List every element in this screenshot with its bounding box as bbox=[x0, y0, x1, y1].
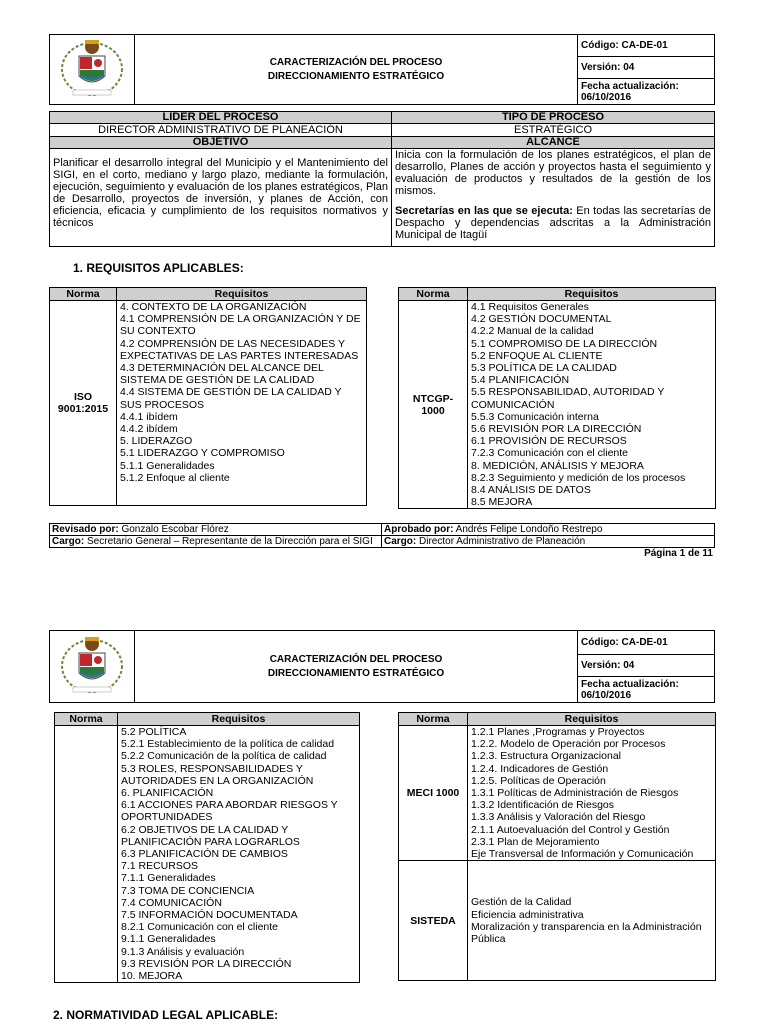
municipality-logo-icon bbox=[59, 632, 125, 698]
secretarias-label: Secretarías en las que se ejecuta: bbox=[395, 205, 573, 217]
page2-header bbox=[49, 630, 715, 703]
list-item: 6. PLANIFICACIÓN bbox=[121, 787, 214, 800]
cargo-label: Cargo: bbox=[52, 536, 85, 547]
cargo-revisor bbox=[50, 536, 382, 548]
list-item: 8.4 ANÁLISIS DE DATOS bbox=[471, 484, 591, 497]
secretarias-text bbox=[395, 205, 711, 241]
lider-value: DIRECTOR ADMINISTRATIVO DE PLANEACIÓN bbox=[50, 124, 392, 137]
signatures-table bbox=[49, 523, 715, 548]
list-item: 7.2.3 Comunicación con el cliente bbox=[471, 447, 629, 460]
list-item: 1.2.2. Modelo de Operación por Procesos bbox=[471, 738, 666, 751]
list-item: 1.3.2 Identificación de Riesgos bbox=[471, 799, 615, 812]
list-item: 4.4.1 ibídem bbox=[120, 410, 178, 423]
iso-col-norma: Norma bbox=[50, 288, 117, 301]
list-item: Gestión de la Calidad bbox=[471, 896, 572, 909]
revisado-por bbox=[50, 524, 382, 536]
meci-norma-name: MECI 1000 bbox=[399, 726, 468, 861]
meci-sisteda-table bbox=[398, 712, 716, 981]
fecha-value: 06/10/2016 bbox=[581, 91, 632, 103]
list-item: 5.3 ROLES, RESPONSABILIDADES Y AUTORIDADES EN LA ORGANIZACIÓN bbox=[121, 762, 314, 787]
list-item: 7.1.1 Generalidades bbox=[121, 872, 216, 885]
objetivo-label: OBJETIVO bbox=[50, 137, 392, 149]
tipo-value: ESTRATÉGICO bbox=[392, 124, 715, 137]
revisado-value: Gonzalo Escobar Flórez bbox=[118, 524, 229, 535]
sisteda-requirements-list bbox=[468, 861, 716, 981]
list-item: 8.2.1 Comunicación con el cliente bbox=[121, 921, 279, 934]
list-item: 5.2.2 Comunicación de la política de calidad bbox=[121, 750, 327, 763]
iso2-norma-empty bbox=[55, 726, 118, 983]
list-item: 5.2 POLÍTICA bbox=[121, 726, 187, 738]
list-item: 5. LIDERAZGO bbox=[120, 435, 193, 448]
list-item: 7.1 RECURSOS bbox=[121, 860, 199, 873]
list-item: 7.5 INFORMACIÓN DOCUMENTADA bbox=[121, 909, 298, 922]
logo-cell bbox=[50, 35, 135, 105]
list-item: 4. CONTEXTO DE LA ORGANIZACIÓN bbox=[120, 301, 307, 313]
aprobado-label: Aprobado por: bbox=[384, 524, 454, 535]
aprobado-value: Andrés Felipe Londoño Restrepo bbox=[453, 524, 603, 535]
fecha-actualizacion bbox=[578, 677, 715, 703]
list-item: 4.2 COMPRENSIÓN DE LAS NECESIDADES Y EXPECTATIVAS DE LAS PARTES INTERESADAS bbox=[120, 337, 359, 362]
iso-requirements-table-continued bbox=[54, 712, 360, 983]
list-item: 8.2.3 Seguimiento y medición de los procesos bbox=[471, 471, 686, 484]
secretarias-value: En todas las secretarías de Despacho y dependencias adscritas a la Administración Municipal de Itagüí bbox=[395, 205, 711, 241]
list-item: 7.4 COMUNICACIÓN bbox=[121, 896, 222, 909]
list-item: 1.3.3 Análisis y Valoración del Riesgo bbox=[471, 811, 646, 824]
list-item: 6.1 PROVISIÓN DE RECURSOS bbox=[471, 435, 627, 448]
list-item: 5.6 REVISIÓN POR LA DIRECCIÓN bbox=[471, 423, 642, 436]
list-item: Eje Transversal de Información y Comunicación bbox=[471, 848, 694, 861]
objetivo-text: Planificar el desarrollo integral del Municipio y el Mantenimiento del SIGI, en el corto, mediano y largo plazo, mediante la formulación, ejecución, seguimiento y evaluación de los planes estratégicos, Plan de Desarrollo, proyectos de inversión, y planes de Acción, con eficiencia, eficacia y cumplimiento de los requisitos normativos y técnicos bbox=[50, 149, 392, 247]
list-item: 1.2.3. Estructura Organizacional bbox=[471, 750, 621, 763]
list-item: 5.5.3 Comunicación interna bbox=[471, 410, 599, 423]
title-line-1: CARACTERIZACIÓN DEL PROCESO bbox=[269, 653, 443, 665]
list-item: 7.3 TOMA DE CONCIENCIA bbox=[121, 884, 255, 897]
list-item: 4.3 DETERMINACIÓN DEL ALCANCE DEL SISTEMA DE GESTIÓN DE LA CALIDAD bbox=[120, 362, 324, 387]
list-item: 5.2.1 Establecimiento de la política de calidad bbox=[121, 738, 335, 751]
meci-col-requisitos: Requisitos bbox=[468, 713, 716, 726]
list-item: 10. MEJORA bbox=[121, 970, 183, 983]
page-number: Página 1 de 11 bbox=[644, 548, 713, 559]
version: Versión: 04 bbox=[578, 57, 715, 79]
title-line-1: CARACTERIZACIÓN DEL PROCESO bbox=[269, 56, 443, 68]
alcance-label: ALCANCE bbox=[392, 137, 715, 149]
ntcgp-norma-name: NTCGP-1000 bbox=[399, 301, 468, 509]
list-item: 5.5 RESPONSABILIDAD, AUTORIDAD Y COMUNICACIÓN bbox=[471, 386, 665, 411]
iso2-requirements-list bbox=[118, 726, 360, 983]
fecha-label: Fecha actualización: bbox=[581, 678, 679, 690]
list-item: 4.2 GESTIÓN DOCUMENTAL bbox=[471, 313, 612, 326]
meci-col-norma: Norma bbox=[399, 713, 468, 726]
cargo-aprobador-value: Director Administrativo de Planeación bbox=[416, 536, 586, 547]
list-item: 8. MEDICIÓN, ANÁLISIS Y MEJORA bbox=[471, 459, 644, 472]
list-item: 5.1.1 Generalidades bbox=[120, 459, 215, 472]
document-title bbox=[135, 631, 578, 703]
iso2-col-requisitos: Requisitos bbox=[118, 713, 360, 726]
list-item: 1.2.1 Planes ,Programas y Proyectos bbox=[471, 726, 645, 738]
ntcgp-requirements-table bbox=[398, 287, 716, 509]
process-info-table bbox=[49, 111, 715, 247]
title-line-2: DIRECCIONAMIENTO ESTRATÉGICO bbox=[267, 667, 445, 679]
list-item: 4.1 COMPRENSIÓN DE LA ORGANIZACIÓN Y DE SU CONTEXTO bbox=[120, 313, 361, 338]
list-item: 6.1 ACCIONES PARA ABORDAR RIESGOS Y OPORTUNIDADES bbox=[121, 799, 338, 824]
sisteda-norma-name: SISTEDA bbox=[399, 861, 468, 981]
codigo: Código: CA-DE-01 bbox=[578, 631, 715, 655]
tipo-label: TIPO DE PROCESO bbox=[392, 112, 715, 124]
list-item: 4.1 Requisitos Generales bbox=[471, 301, 589, 313]
iso2-col-norma: Norma bbox=[55, 713, 118, 726]
fecha-actualizacion bbox=[578, 79, 715, 105]
section-1-heading: 1. REQUISITOS APLICABLES: bbox=[73, 261, 244, 275]
lider-label: LIDER DEL PROCESO bbox=[50, 112, 392, 124]
iso-col-requisitos: Requisitos bbox=[117, 288, 367, 301]
section-2-heading: 2. NORMATIVIDAD LEGAL APLICABLE: bbox=[53, 1008, 279, 1022]
document-title bbox=[135, 35, 578, 105]
logo-cell bbox=[50, 631, 135, 703]
fecha-value: 06/10/2016 bbox=[581, 689, 632, 701]
ntcgp-col-norma: Norma bbox=[399, 288, 468, 301]
alcance-cell bbox=[392, 149, 715, 247]
list-item: 4.4 SISTEMA DE GESTIÓN DE LA CALIDAD Y SUS PROCESOS bbox=[120, 386, 342, 411]
list-item: 5.1.2 Enfoque al cliente bbox=[120, 471, 230, 484]
cargo-revisor-value: Secretario General – Representante de la Dirección para el SIGI bbox=[84, 536, 373, 547]
page1-header bbox=[49, 34, 715, 105]
revisado-label: Revisado por: bbox=[52, 524, 119, 535]
aprobado-por bbox=[382, 524, 715, 536]
list-item: 1.2.5. Políticas de Operación bbox=[471, 774, 606, 787]
list-item: 4.2.2 Manual de la calidad bbox=[471, 325, 594, 338]
list-item: 5.2 ENFOQUE AL CLIENTE bbox=[471, 349, 603, 362]
list-item: 6.3 PLANIFICACIÓN DE CAMBIOS bbox=[121, 848, 288, 861]
municipality-logo-icon bbox=[59, 36, 125, 100]
list-item: 8.5 MEJORA bbox=[471, 496, 533, 509]
version: Versión: 04 bbox=[578, 655, 715, 677]
list-item: 6.2 OBJETIVOS DE LA CALIDAD Y PLANIFICACIÓN PARA LOGRARLOS bbox=[121, 823, 300, 848]
ntcgp-requirements-list bbox=[468, 301, 716, 509]
list-item: 2.1.1 Autoevaluación del Control y Gestión bbox=[471, 823, 670, 836]
list-item: 9.1.1 Generalidades bbox=[121, 933, 216, 946]
list-item: 5.1 LIDERAZGO Y COMPROMISO bbox=[120, 447, 285, 460]
iso-requirements-table bbox=[49, 287, 367, 506]
list-item: 2.3.1 Plan de Mejoramiento bbox=[471, 835, 600, 848]
list-item: 1.2.4. Indicadores de Gestión bbox=[471, 762, 609, 775]
cargo-label: Cargo: bbox=[384, 536, 417, 547]
iso-requirements-list bbox=[117, 301, 367, 506]
list-item: 4.4.2 ibídem bbox=[120, 423, 178, 436]
list-item: 9.1.3 Análisis y evaluación bbox=[121, 945, 245, 958]
cargo-aprobador bbox=[382, 536, 715, 548]
iso-norma-name: ISO 9001:2015 bbox=[50, 301, 117, 506]
meci-requirements-list bbox=[468, 726, 716, 861]
list-item: Eficiencia administrativa bbox=[471, 908, 584, 921]
list-item: 5.3 POLÍTICA DE LA CALIDAD bbox=[471, 362, 617, 375]
ntcgp-col-requisitos: Requisitos bbox=[468, 288, 716, 301]
list-item: Moralización y transparencia en la Administración Pública bbox=[471, 920, 702, 945]
codigo: Código: CA-DE-01 bbox=[578, 35, 715, 57]
alcance-text: Inicia con la formulación de los planes estratégicos, el plan de desarrollo, Planes de acción y proyectos hasta el seguimiento y evaluación de productos y resultados de la gestión de los mismos. bbox=[395, 149, 711, 197]
list-item: 9.3 REVISIÓN POR LA DIRECCIÓN bbox=[121, 957, 292, 970]
list-item: 1.3.1 Políticas de Administración de Riesgos bbox=[471, 787, 679, 800]
fecha-label: Fecha actualización: bbox=[581, 80, 679, 92]
list-item: 5.4 PLANIFICACIÓN bbox=[471, 374, 570, 387]
list-item: 5.1 COMPROMISO DE LA DIRECCIÓN bbox=[471, 337, 658, 350]
title-line-2: DIRECCIONAMIENTO ESTRATÉGICO bbox=[267, 70, 445, 82]
